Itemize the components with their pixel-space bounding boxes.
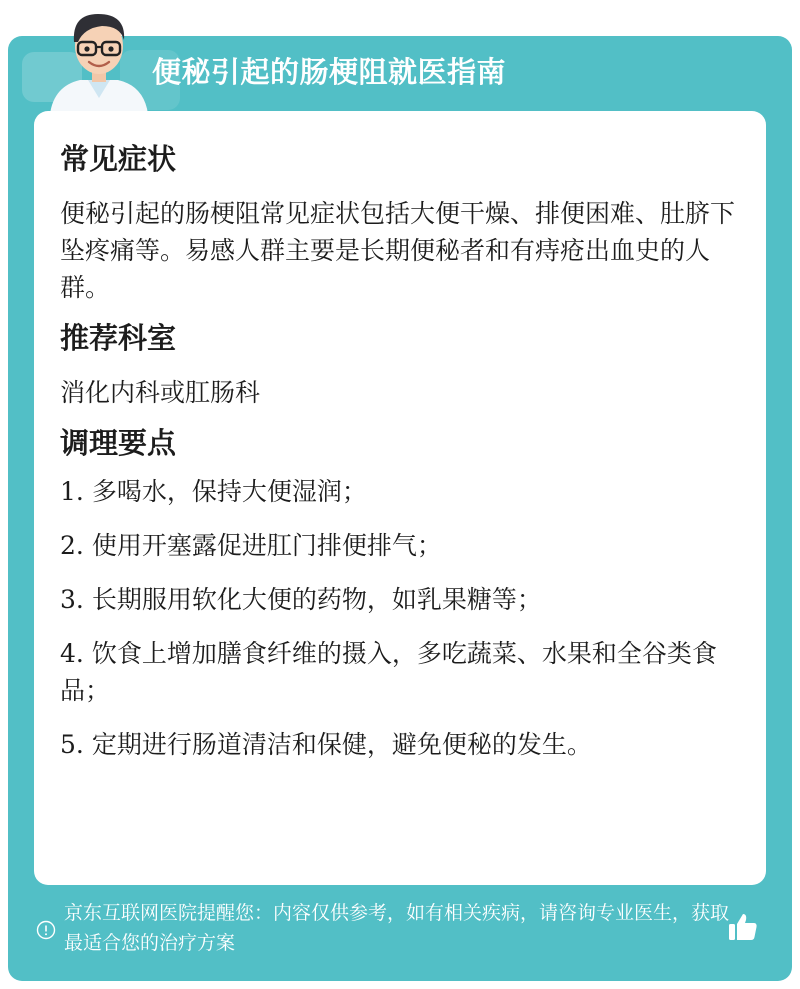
list-item	[60, 726, 740, 763]
list-item	[60, 635, 740, 709]
info-icon	[36, 920, 56, 940]
department-text: 消化内科或肛肠科	[60, 378, 261, 407]
list-item	[60, 473, 740, 510]
care-list	[60, 473, 740, 763]
symptoms-text: 便秘引起的肠梗阻常见症状包括大便干燥、排便困难、肚脐下坠疼痛等。易感人群主要是长期便秘者和有痔疮出血史的人群。	[60, 199, 736, 302]
list-item-text: 长期服用软化大便的药物，如乳果糖等；	[91, 585, 542, 614]
list-item-text: 多喝水，保持大便湿润；	[91, 477, 367, 506]
department-heading: 推荐科室	[60, 321, 177, 355]
thumbs-up-icon[interactable]	[726, 910, 760, 944]
list-item	[60, 527, 740, 564]
list-item-text: 定期进行肠道清洁和保健，避免便秘的发生。	[91, 730, 592, 759]
page-title: 便秘引起的肠梗阻就医指南	[152, 55, 507, 89]
content-panel	[34, 111, 766, 885]
symptoms-heading: 常见症状	[60, 142, 177, 176]
list-item-number: 2.	[60, 531, 84, 560]
disclaimer-text: 京东互联网医院提醒您：内容仅供参考，如有相关疾病，请咨询专业医生，获取最适合您的治疗方案	[64, 902, 730, 954]
care-heading: 调理要点	[60, 426, 177, 460]
list-item	[60, 581, 740, 618]
list-item-text: 使用开塞露促进肛门排便排气；	[91, 531, 442, 560]
list-item-text: 饮食上增加膳食纤维的摄入，多吃蔬菜、水果和全谷类食品；	[60, 639, 717, 705]
list-item-number: 4.	[60, 639, 84, 668]
doctor-avatar	[40, 2, 158, 114]
list-item-number: 3.	[60, 585, 84, 614]
list-item-number: 1.	[60, 477, 84, 506]
list-item-number: 5.	[60, 730, 84, 759]
